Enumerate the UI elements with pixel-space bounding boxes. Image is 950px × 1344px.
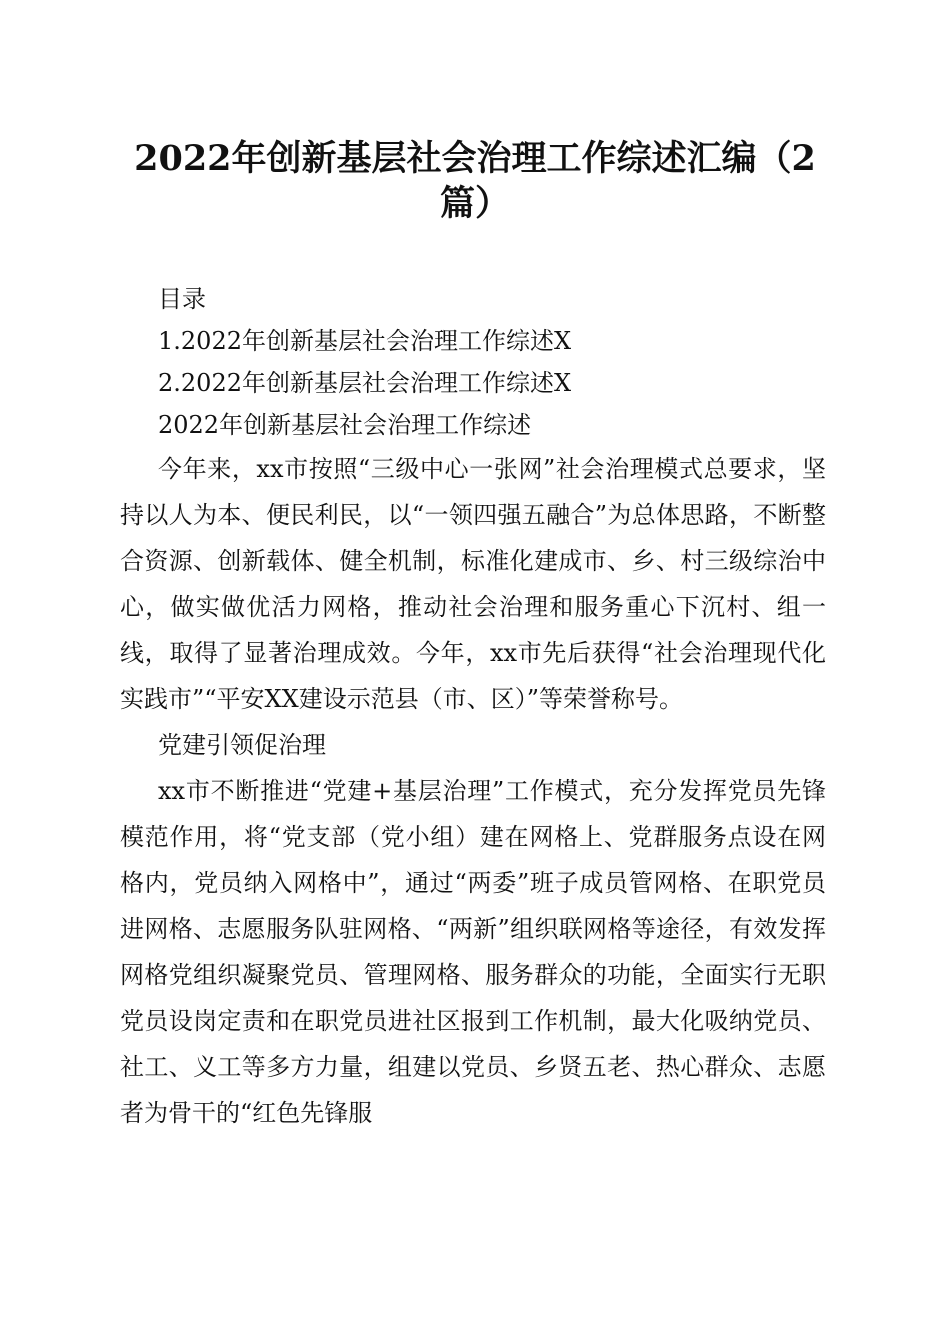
document-body <box>120 278 826 1136</box>
paragraph-party-building: xx市不断推进“党建+基层治理”工作模式，充分发挥党员先锋模范作用，将“党支部（党小组）建在网格上、党群服务点设在网格内，党员纳入网格中”，通过“两委”班子成员管网格、在职党员进网格、志愿服务队驻网格、“两新”组织联网格等途径，有效发挥网格党组织凝聚党员、管理网格、服务群众的功能，全面实行无职党员设岗定责和在职党员进社区报到工作机制，最大化吸纳党员、社工、义工等多方力量，组建以党员、乡贤五老、热心群众、志愿者为骨干的“红色先锋服 <box>120 777 826 1127</box>
toc-heading: 目录 <box>158 285 206 313</box>
section-heading: 党建引领促治理 <box>158 731 326 759</box>
toc-item-2: 2.2022年创新基层社会治理工作综述X <box>158 369 572 397</box>
document-title: 2022年创新基层社会治理工作综述汇编（2篇） <box>134 138 816 224</box>
toc-item-1: 1.2022年创新基层社会治理工作综述X <box>158 327 572 355</box>
paragraph-intro: 今年来，xx市按照“三级中心一张网”社会治理模式总要求，坚持以人为本、便民利民，以“一领四强五融合”为总体思路，不断整合资源、创新载体、健全机制，标准化建成市、乡、村三级综治中心，做实做优活力网格，推动社会治理和服务重心下沉村、组一线，取得了显著治理成效。今年，xx市先后获得“社会治理现代化实践市”“平安XX建设示范县（市、区）”等荣誉称号。 <box>120 455 826 713</box>
article-title: 2022年创新基层社会治理工作综述 <box>158 411 532 439</box>
